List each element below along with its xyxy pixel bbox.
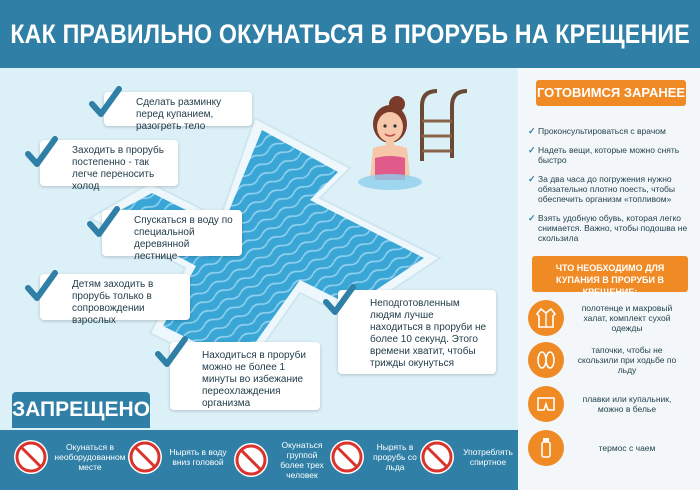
swim-trunks-icon — [528, 386, 564, 422]
flip-flops-icon — [528, 342, 564, 378]
need-item: плавки или купальник, можно в белье — [528, 386, 698, 422]
no-ice-jump-icon — [330, 440, 364, 474]
header — [0, 0, 700, 68]
tip-warmup: Сделать разминку перед купанием, разогреть тело — [104, 92, 252, 126]
forbidden-item: Окунаться группой более трех человек — [234, 440, 330, 480]
checkmark-icon — [24, 136, 58, 170]
list-item: ✓ Проконсультироваться с врачом — [528, 126, 666, 136]
no-groups-icon — [234, 443, 268, 477]
check-icon: ✓ — [528, 126, 536, 136]
tip-children: Детям заходить в прорубь только в сопровождении взрослых — [40, 274, 190, 320]
checkmark-icon — [86, 206, 120, 240]
no-alcohol-icon — [420, 440, 454, 474]
robe-icon — [528, 300, 564, 336]
forbidden-item: Нырять в прорубь со льда — [330, 440, 420, 474]
bathing-woman-illustration — [355, 96, 425, 196]
check-icon: ✓ — [528, 174, 536, 184]
need-item: тапочки, чтобы не скользили при ходьбе по льду — [528, 342, 698, 378]
checkmark-icon — [88, 86, 122, 120]
need-item: полотенце и махровый халат, комплект сухой одежды — [528, 300, 698, 336]
forbidden-item: Нырять в воду вниз головой — [128, 440, 228, 474]
no-diving-icon — [128, 440, 162, 474]
need-item: термос с чаем — [528, 430, 698, 466]
check-icon: ✓ — [528, 213, 536, 223]
need-title: ЧТО НЕОБХОДИМО ДЛЯ КУПАНИЯ В ПРОРУБИ В КРЕЩЕНИЕ: — [532, 256, 688, 292]
forbidden-item: Окунаться в необорудованном месте — [14, 440, 126, 474]
prepare-list — [528, 126, 696, 252]
tip-gradual-entry: Заходить в прорубь постепенно - так легче переносить холод — [40, 140, 178, 186]
list-item: ✓ Надеть вещи, которые можно снять быстро — [528, 145, 680, 165]
right-panel — [518, 68, 700, 490]
forbidden-title: ЗАПРЕЩЕНО — [12, 392, 150, 428]
tip-unprepared: Неподготовленным людям лучше находиться в проруби не более 10 секунд. Этого времени хватит, чтобы трижды окунуться — [338, 290, 496, 374]
checkmark-icon — [24, 270, 58, 304]
forbidden-item: Употреблять спиртное — [420, 440, 516, 474]
thermos-icon — [528, 430, 564, 466]
list-item: ✓ За два часа до погружения нужно обязательно плотно поесть, чтобы обеспечить организм «топливом» — [528, 174, 676, 204]
no-unequipped-place-icon — [14, 440, 48, 474]
tip-ladder: Спускаться в воду по специальной деревянной лестнице — [102, 210, 242, 256]
tip-duration: Находиться в проруби можно не более 1 минуты во избежание переохлаждения организма — [170, 342, 320, 410]
page-title: КАК ПРАВИЛЬНО ОКУНАТЬСЯ В ПРОРУБЬ НА КРЕЩЕНИЕ — [10, 18, 690, 49]
check-icon: ✓ — [528, 145, 536, 155]
checkmark-icon — [154, 336, 188, 370]
checkmark-icon — [322, 284, 356, 318]
list-item: ✓ Взять удобную обувь, которая легко снимается. Важно, чтобы подошва не скользила — [528, 213, 688, 243]
prepare-title: ГОТОВИМСЯ ЗАРАНЕЕ — [536, 80, 686, 106]
